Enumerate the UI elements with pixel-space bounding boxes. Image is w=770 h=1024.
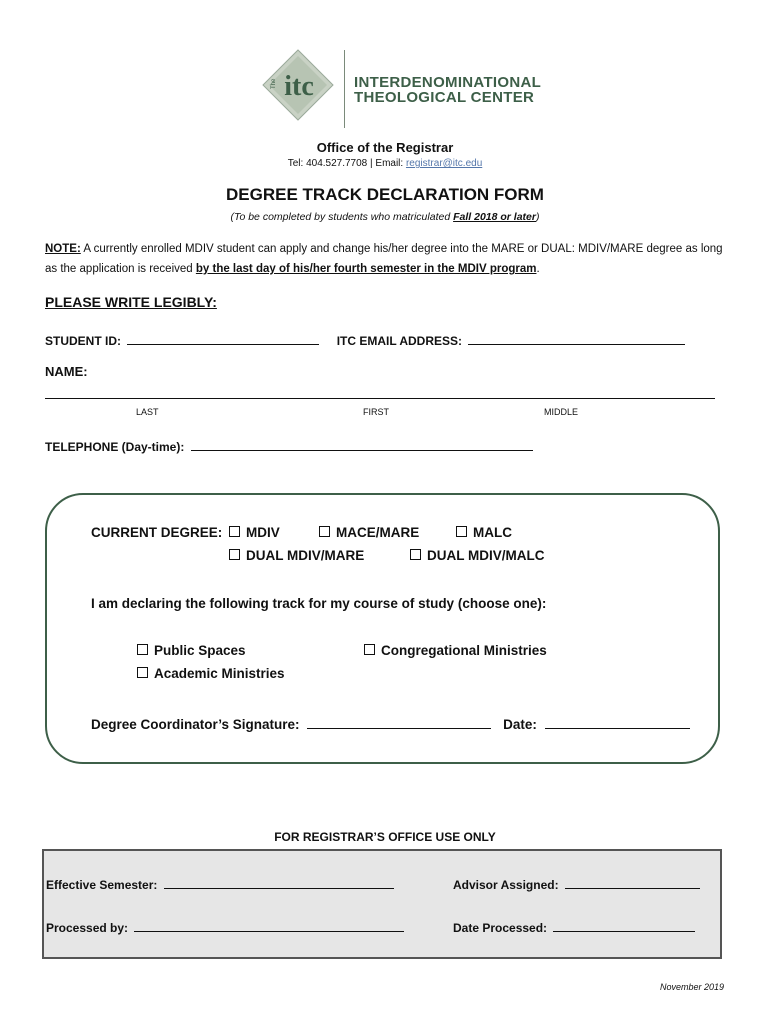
note-label: NOTE: [45,243,81,255]
itc-email-field[interactable] [468,330,685,345]
track-option-public-spaces[interactable]: Public Spaces [137,643,246,658]
student-id-field[interactable] [127,330,319,345]
checkbox-icon[interactable] [410,549,421,560]
write-legibly-heading: PLEASE WRITE LEGIBLY: [45,294,217,310]
degree-option-mdiv[interactable]: MDIV [229,525,280,540]
signature-row [91,714,690,732]
effective-semester-field[interactable] [164,874,394,889]
degree-option-dual-mdiv-malc[interactable]: DUAL MDIV/MALC [410,548,545,563]
date-label: Date: [503,717,537,732]
registrar-use-box [42,849,722,959]
middle-name-caption: MIDDLE [544,407,579,417]
logo-divider [344,50,345,128]
last-name-caption: LAST [136,407,159,417]
note-paragraph [45,239,725,279]
footer-date: November 2019 [659,982,724,992]
checkbox-icon[interactable] [364,644,375,655]
subtitle-close: ) [535,211,540,223]
checkbox-icon[interactable] [456,526,467,537]
registrar-use-heading: FOR REGISTRAR’S OFFICE USE ONLY [274,830,496,844]
checkbox-icon[interactable] [319,526,330,537]
office-heading: Office of the Registrar [316,140,454,155]
org-name-line2: THEOLOGICAL CENTER [354,89,535,106]
student-id-row [45,330,685,348]
track-option-academic-ministries[interactable]: Academic Ministries [137,666,285,681]
checkbox-icon[interactable] [137,667,148,678]
track-option-congregational-ministries[interactable]: Congregational Ministries [364,643,547,658]
first-name-caption: FIRST [363,407,389,417]
degree-option-malc[interactable]: MALC [456,525,512,540]
processed-by-label: Processed by: [46,921,129,935]
checkbox-icon[interactable] [137,644,148,655]
org-name-line1: INTERDENOMINATIONAL [354,74,542,91]
advisor-assigned-row [453,874,700,892]
advisor-assigned-label: Advisor Assigned: [453,878,559,892]
checkbox-icon[interactable] [229,526,240,537]
email-link[interactable]: registrar@itc.edu [405,158,483,169]
track-prompt: I am declaring the following track for my course of study (choose one): [91,596,547,611]
date-processed-row [453,917,695,935]
advisor-assigned-field[interactable] [565,874,700,889]
coordinator-signature-field[interactable] [307,714,491,729]
page-title: DEGREE TRACK DECLARATION FORM [226,185,544,204]
itc-email-label: ITC EMAIL ADDRESS: [336,334,463,348]
subtitle-text: (To be completed by students who matriculated [230,211,454,223]
coordinator-signature-label: Degree Coordinator’s Signature: [91,717,300,732]
name-field[interactable] [45,398,715,399]
contact-text: Tel: 404.527.7708 | Email: [287,158,406,169]
date-processed-field[interactable] [553,917,695,932]
telephone-field[interactable] [191,436,533,451]
telephone-label: TELEPHONE (Day-time): [45,440,185,454]
logo-letters: itc [284,71,314,102]
date-field[interactable] [545,714,690,729]
degree-option-mace-mare[interactable]: MACE/MARE [319,525,419,540]
subtitle-emphasis: Fall 2018 or later [453,211,536,223]
subtitle [0,211,770,223]
checkbox-icon[interactable] [229,549,240,560]
student-id-label: STUDENT ID: [45,334,121,348]
degree-option-dual-mdiv-mare[interactable]: DUAL MDIV/MARE [229,548,364,563]
effective-semester-row [46,874,394,892]
effective-semester-label: Effective Semester: [46,878,158,892]
note-text: A currently enrolled MDIV student can apply and change his/her degree into the MARE or DUAL: MDIV/MARE degree as long as the application is received [45,243,723,275]
contact-line [0,158,770,169]
logo-small-text: The [271,78,277,89]
telephone-row [45,436,533,454]
current-degree-label: CURRENT DEGREE: [91,525,223,540]
note-emphasis: by the last day of his/her fourth semester in the MDIV program [195,263,537,275]
name-label: NAME: [45,364,88,379]
processed-by-row [46,917,404,935]
note-end: . [536,263,540,275]
date-processed-label: Date Processed: [453,921,548,935]
processed-by-field[interactable] [134,917,404,932]
itc-logo [262,49,334,121]
